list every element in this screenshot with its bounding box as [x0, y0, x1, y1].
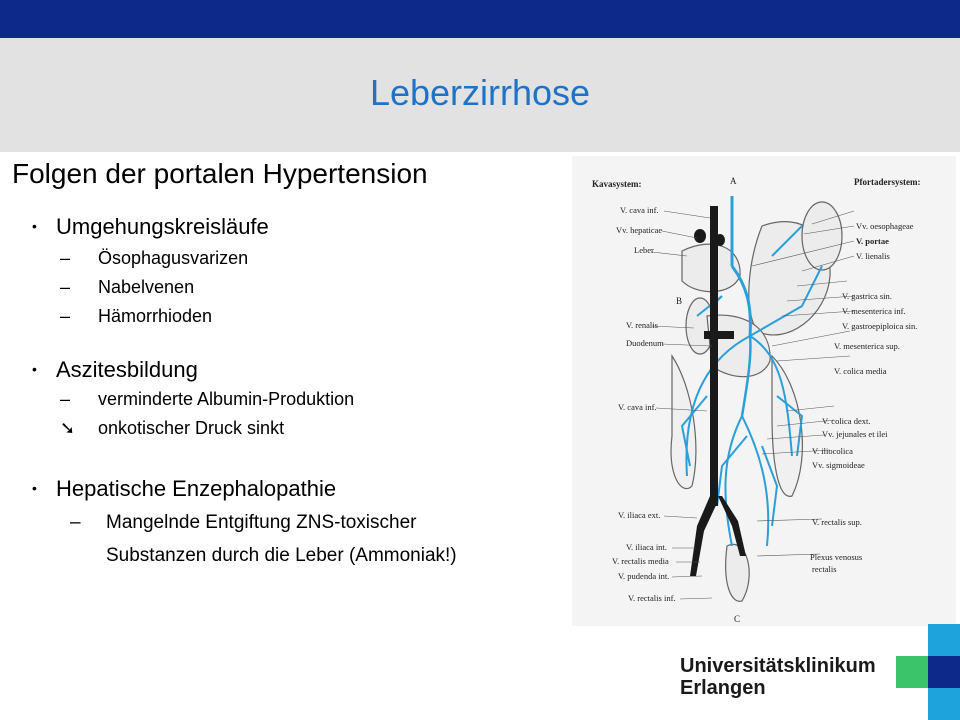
- vessel-label: Vv. sigmoideae: [812, 460, 865, 470]
- bullet-label: Umgehungskreisläufe: [56, 214, 269, 239]
- vessel-label: Vv. hepaticae: [616, 225, 663, 235]
- bullet-ascites: [32, 357, 198, 383]
- vessel-label: V. rectalis media: [612, 556, 669, 566]
- sub-item: [60, 418, 284, 439]
- sub-item: [70, 512, 417, 534]
- top-bar: [0, 0, 960, 38]
- logo-line-2: Erlangen: [680, 677, 766, 699]
- logo-square-green: [896, 656, 928, 688]
- labels-left: [612, 205, 676, 603]
- vessel-label: V. rectalis sup.: [812, 517, 862, 527]
- sub-item-text: verminderte Albumin-Produktion: [98, 389, 355, 409]
- vessel-label: Duodenum: [626, 338, 664, 348]
- vessel-label: V. rectalis inf.: [628, 593, 676, 603]
- vessel-label: V. iliaca int.: [626, 542, 667, 552]
- sub-item: [60, 277, 194, 298]
- sub-item-text: Nabelvenen: [98, 277, 195, 297]
- vessel-label: V. mesenterica sup.: [834, 341, 900, 351]
- vessel-label: V. mesenterica inf.: [842, 306, 906, 316]
- logo-square-cyan: [928, 624, 960, 656]
- sub-item: [60, 306, 212, 327]
- vessel-label: V. cava inf.: [618, 402, 657, 412]
- sub-item-text: Ösophagusvarizen: [98, 248, 249, 268]
- vessel-label: V. iliaca ext.: [618, 510, 661, 520]
- slide-title: Leberzirrhose: [369, 72, 591, 113]
- vessel-label: V. colica dext.: [822, 416, 871, 426]
- sub-item-text: Mangelnde Entgiftung ZNS-toxischer: [106, 512, 417, 533]
- vessel-label: V. colica media: [834, 366, 887, 376]
- vessel-label: V. gastrica sin.: [842, 291, 892, 301]
- logo-line-1: Universitätsklinikum: [680, 655, 876, 677]
- vessel-label: V. pudenda int.: [618, 571, 670, 581]
- bullet-dot-icon: •: [32, 361, 37, 377]
- sub-item: [60, 248, 248, 269]
- vessel-label: V. gastroepiploica sin.: [842, 321, 918, 331]
- vessel-label: Leber: [634, 245, 654, 255]
- sub-item-text: Hämorrhioden: [98, 306, 213, 326]
- bullet-dot-icon: •: [32, 480, 37, 496]
- sub-item-text: onkotischer Druck sinkt: [98, 418, 285, 438]
- vessel-label: V. lienalis: [856, 251, 890, 261]
- bullet-encephalopathy: [32, 476, 336, 502]
- vessel-label: Vv. jejunales et ilei: [822, 429, 888, 439]
- header-left: Kavasystem:: [592, 179, 642, 189]
- bullet-bypass-circulation: [32, 214, 269, 240]
- sub-item-continuation: Substanzen durch die Leber (Ammoniak!): [106, 545, 457, 566]
- vessel-label: Plexus venosus: [810, 552, 863, 562]
- diagram-svg: [572, 156, 956, 626]
- university-logo-text: [680, 655, 876, 699]
- bullet-label: Aszitesbildung: [56, 357, 198, 382]
- letter-b: B: [676, 296, 683, 306]
- dash-icon: –: [70, 512, 81, 533]
- dash-icon: –: [60, 306, 71, 326]
- letter-a: A: [730, 176, 737, 186]
- vessel-label: V. iliocolica: [812, 446, 853, 456]
- vessel-label: V. cava inf.: [620, 205, 659, 215]
- vessel-label: rectalis: [812, 564, 837, 574]
- vessel-label: Vv. oesophageae: [856, 221, 914, 231]
- letter-c: C: [734, 614, 741, 624]
- sub-item: [60, 389, 354, 410]
- bullet-label: Hepatische Enzephalopathie: [56, 476, 337, 501]
- logo-square-cyan-2: [928, 688, 960, 720]
- arrow-icon: ➘: [60, 418, 76, 438]
- dash-icon: –: [60, 389, 71, 409]
- bullet-dot-icon: •: [32, 218, 37, 234]
- portal-system-diagram: [572, 156, 956, 626]
- vessel-label: V. renalis: [626, 320, 658, 330]
- vessel-label: V. portae: [856, 236, 889, 246]
- slide-subtitle: Folgen der portalen Hypertension: [12, 158, 428, 189]
- dash-icon: –: [60, 248, 71, 268]
- header-right: Pfortadersystem:: [854, 177, 921, 187]
- logo-square-navy: [928, 656, 960, 688]
- dash-icon: –: [60, 277, 71, 297]
